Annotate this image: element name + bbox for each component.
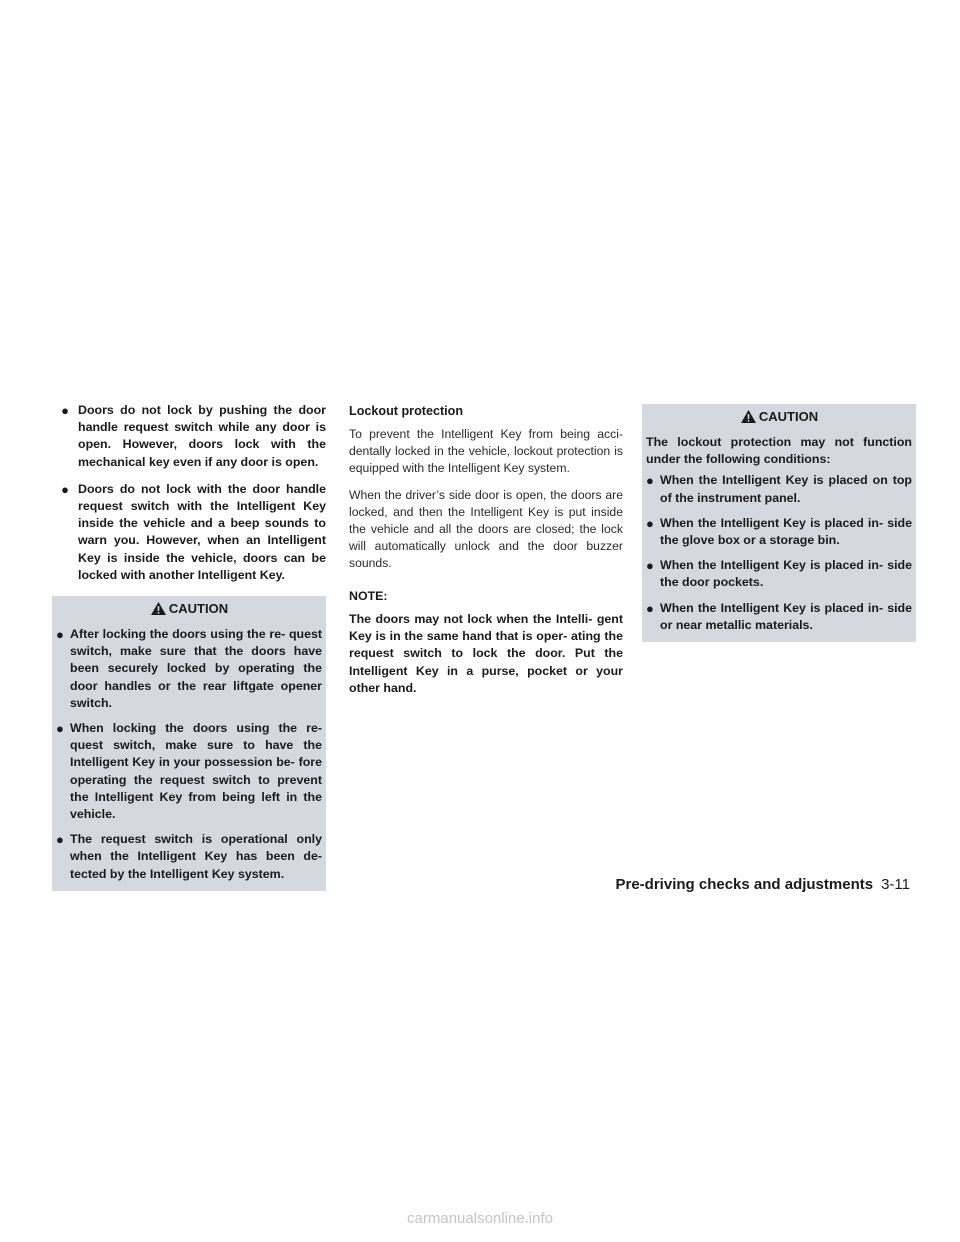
- bullet-text: When the Intelligent Key is placed in- side the door pockets.: [660, 558, 912, 590]
- bullet-icon: ●: [56, 832, 64, 848]
- bullet-icon: ●: [646, 515, 654, 531]
- list-item: [646, 515, 912, 549]
- note-label: NOTE:: [349, 589, 388, 603]
- caution-title: CAUTION: [168, 600, 229, 616]
- bullet-text: The request switch is operational only when the Intelligent Key has been de- tected by the Intelligent Key system.: [70, 832, 322, 881]
- bullet-icon: ●: [646, 558, 654, 574]
- paragraph: To prevent the Intelligent Key from being acci- dentally locked in the vehicle, lockout protection is equipped with the Intelligent Key system.: [349, 427, 623, 475]
- column-left: [52, 402, 326, 891]
- list-item: [646, 472, 912, 506]
- watermark: carmanualsonline.info: [407, 1210, 553, 1227]
- page-footer: [560, 876, 910, 893]
- warning-triangle-icon: [150, 601, 167, 616]
- column-middle: [349, 402, 623, 697]
- section-title: Pre-driving checks and adjustments: [615, 876, 874, 893]
- list-item: [56, 626, 322, 712]
- bullet-text: When the Intelligent Key is placed in- side or near metallic materials.: [660, 600, 912, 632]
- bullet-icon: ●: [56, 721, 64, 737]
- list-item: [646, 557, 912, 591]
- caution-header: [646, 404, 912, 428]
- warning-triangle-icon: [740, 409, 757, 424]
- bullet-text: After locking the doors using the re- quest switch, make sure that the doors have been securely locked by operating the door handles or the rear liftgate opener switch.: [70, 627, 322, 710]
- paragraph: When the driver’s side door is open, the doors are locked, and then the Intelligent Key is put inside the vehicle and all the doors are closed; the lock will automatically unlock and the door buzzer sounds.: [349, 488, 623, 570]
- caution-box: [52, 596, 326, 891]
- bullet-text: Doors do not lock with the door handle request switch with the Intelligent Key inside the vehicle and a beep sounds to warn you. However, when an Intelligent Key is inside the vehicle, doors can be locked with another Intelligent Key.: [78, 481, 326, 582]
- page-number: 3-11: [881, 876, 910, 893]
- list-item: [52, 481, 326, 584]
- bullet-text: When the Intelligent Key is placed in- side the glove box or a storage bin.: [660, 515, 912, 548]
- bullet-text: When locking the doors using the re- quest switch, make sure to have the Intelligent Key in your possession be- fore operating the request switch to prevent the Intelligent Key from being left in the vehicle.: [70, 721, 322, 822]
- list-item: [52, 402, 326, 471]
- bullet-icon: ●: [646, 473, 654, 489]
- list-item: [56, 720, 322, 823]
- bullet-icon: ●: [646, 600, 654, 616]
- note-text: The doors may not lock when the Intelli- gent Key is in the same hand that is oper- ating the request switch to lock the door. Put the Intelligent Key in a purse, pocket or your other hand.: [349, 612, 623, 695]
- bullet-icon: ●: [61, 481, 69, 497]
- bullet-text: Doors do not lock by pushing the door handle request switch while any door is open. However, doors lock with the mechanical key even if any door is open.: [78, 403, 326, 469]
- bullet-icon: ●: [56, 627, 64, 643]
- caution-intro: The lockout protection may not function under the following conditions:: [646, 435, 912, 467]
- column-right: [642, 402, 916, 642]
- caution-box: [642, 404, 916, 642]
- bullet-icon: ●: [61, 403, 69, 418]
- section-heading: Lockout protection: [349, 404, 464, 418]
- list-item: [646, 600, 912, 634]
- bullet-text: When the Intelligent Key is placed on top of the instrument panel.: [660, 473, 912, 505]
- caution-header: [56, 596, 322, 620]
- list-item: [56, 831, 322, 883]
- caution-title: CAUTION: [758, 408, 819, 424]
